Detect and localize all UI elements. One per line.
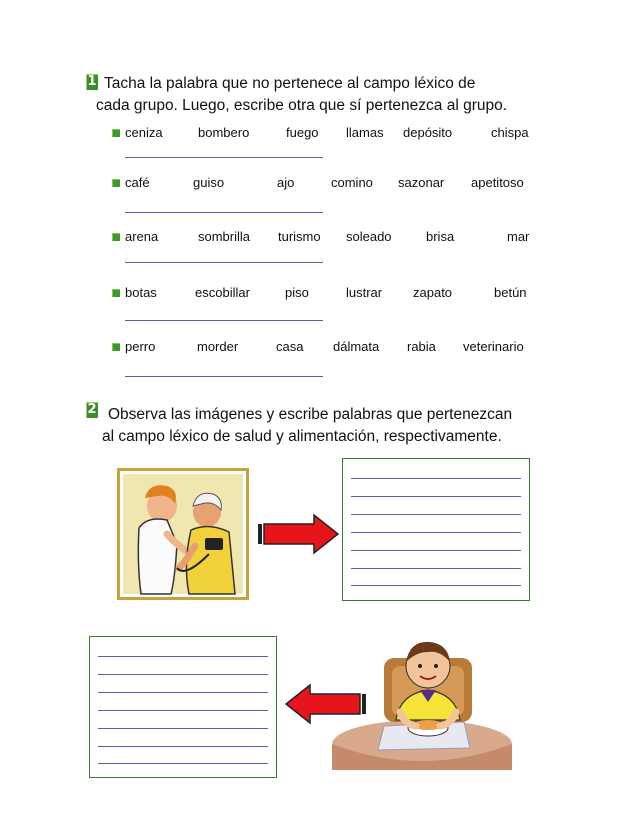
group-1-word-3: fuego [286, 125, 319, 140]
group-1-bullet-icon [112, 129, 120, 137]
group-4-bullet-icon [112, 289, 120, 297]
group-1-word-4: llamas [346, 125, 384, 140]
group-4-word-1: botas [125, 285, 157, 300]
group-3-word-2: sombrilla [198, 229, 251, 244]
group-5-word-2: morder [197, 339, 239, 354]
health-answer-box[interactable] [342, 458, 530, 601]
group-4-word-2: escobillar [195, 285, 250, 300]
child-eating-image [330, 628, 514, 770]
group-3-word-1: arena [125, 229, 159, 244]
group-1-word-5: depósito [403, 125, 453, 140]
group-2-word-1: café [125, 175, 150, 190]
group-4-word-3: piso [285, 285, 309, 300]
group-2-word-6: apetitoso [471, 175, 524, 190]
nurse-blood-pressure-image [117, 468, 249, 600]
group-1-word-2: bombero [198, 125, 250, 140]
group-5-word-4: dálmata [333, 339, 380, 354]
group-2-word-5: sazonar [398, 175, 445, 190]
group-5-answer-line[interactable] [125, 376, 323, 377]
activity-1-instruction-line-1: Tacha la palabra que no pertenece al campo léxico de [104, 75, 476, 92]
right-arrow-icon [258, 513, 340, 555]
group-2-word-3: ajo [277, 175, 295, 190]
group-5-word-5: rabia [407, 339, 436, 354]
group-4-word-4: lustrar [346, 285, 383, 300]
activity-1-instruction-line-2: cada grupo. Luego, escribe otra que sí pertenezca al grupo. [96, 97, 508, 114]
group-1-word-6: chispa [491, 125, 529, 140]
group-5-bullet-icon [112, 343, 120, 351]
group-3-word-4: soleado [346, 229, 392, 244]
group-3-bullet-icon [112, 233, 120, 241]
activity-2-instruction-line-1: Observa las imágenes y escribe palabras que pertenezcan [108, 406, 513, 423]
group-2-word-4: comino [331, 175, 373, 190]
group-1-word-1: ceniza [125, 125, 163, 140]
activity-1-number-icon: 1 [87, 74, 97, 89]
group-3-word-5: brisa [426, 229, 455, 244]
group-4-word-6: betún [494, 285, 527, 300]
group-2-bullet-icon [112, 179, 120, 187]
group-2-word-2: guiso [193, 175, 225, 190]
group-1-answer-line[interactable] [125, 157, 323, 158]
group-3-word-6: mar [507, 229, 530, 244]
activity-2-number-icon: 2 [87, 402, 97, 417]
group-5-word-1: perro [125, 339, 156, 354]
activity-2-instruction-line-2: al campo léxico de salud y alimentación, respectivamente. [102, 428, 502, 445]
food-answer-box[interactable] [89, 636, 277, 778]
group-3-answer-line[interactable] [125, 262, 323, 263]
group-3-word-3: turismo [278, 229, 321, 244]
group-4-word-5: zapato [413, 285, 453, 300]
group-2-answer-line[interactable] [125, 212, 323, 213]
group-5-word-6: veterinario [463, 339, 524, 354]
group-5-word-3: casa [276, 339, 304, 354]
group-4-answer-line[interactable] [125, 320, 323, 321]
